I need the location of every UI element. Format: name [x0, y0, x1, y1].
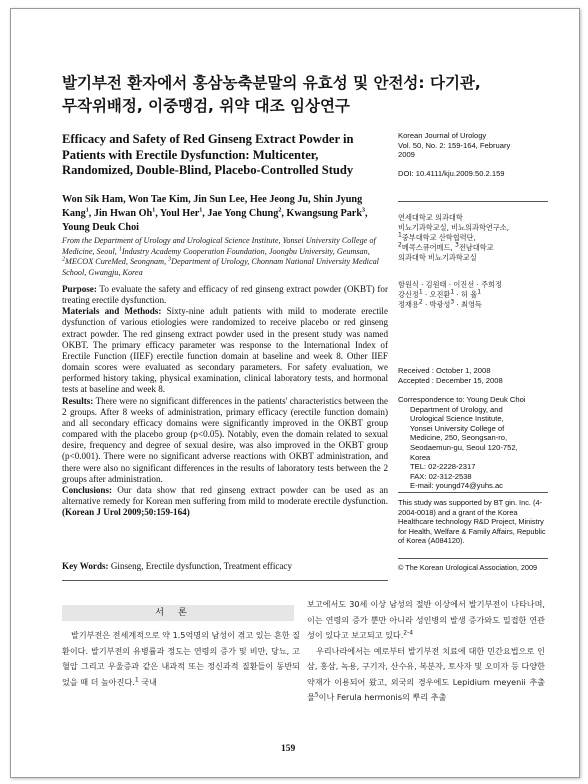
abstract — [62, 284, 388, 518]
author-name: Youl Her — [159, 208, 200, 219]
author-name: Won Sik Ham — [62, 194, 124, 205]
dates: Received : October 1, 2008 Accepted : December 15, 2008 — [398, 366, 503, 385]
author-name: Shin Jyung Kang — [62, 194, 363, 219]
citation: (Korean J Urol 2009;50:159-164) — [62, 507, 190, 518]
author-affil-mark: 1 — [152, 207, 156, 214]
page-number: 159 — [281, 744, 296, 754]
keywords: Key Words: Ginseng, Erectile dysfunction, Treatment efficacy — [62, 561, 293, 571]
author-name: Hee Jeong Ju — [249, 194, 309, 205]
author-list: Won Sik Ham, Won Tae Kim, Jin Sun Lee, Hee Jeong Ju, Shin Jyung Kang$^1$, Jin Hwan Oh$^1$, Youl Her$^1$, Jae Yong Chung$^2$, Kwangsung Park$^3$, Young Deuk Choi — [62, 194, 368, 233]
affil-intro: From the Department of Urology and Urological Science Institute, Yonsei University College of Medicine, Seoul, — [62, 236, 376, 256]
email-link[interactable]: E-mail: youngd74@yuhs.ac — [410, 481, 503, 491]
abstract-results: Results: There were no significant differences in the patients' characteristics between the 2 groups. After 8 weeks of administration, primary efficacy (erectile function domain) and all secondary efficacy domains were significantly improved in the OKBT group compared with the placebo group (p<0.05). Notably, even the domain related to sexual desire, frequency and degree of sexual desire, was also improved in the OKBT group (p<0.001). There were no significant adverse reactions with OKBT administration, and there were also no significant differences in the results of laboratory tests between the 2 groups after administration. — [62, 395, 388, 484]
intro-right-column: 보고에서도 30세 이상 남성의 절반 이상에서 발기부전이 나타나며, 이는 연령의 증가 뿐만 아니라 성인병의 발생 증가와도 밀접한 연관성이 있다고 보고되고 있다.$^{2-4}$ 우리나라에서는 예로부터 발기부전 치료에 대한 민간요법으로 인삼, 홍삼, 녹용, 구기자, 산수유, 복분자, 토사자 및 오미자 등 다양한 약재가 이용되어 왔고, 외국의 경우에도 Lepidium meyenii 추출물$^5$이나 Ferula hermonis의 뿌리 추출 — [307, 599, 545, 702]
author-affil-mark: 1 — [199, 207, 203, 214]
korean-authors: 함원식 · 김원태 · 이진선 · 주희정 강신정$^1$ · 오진환$^1$ · 허 율$^1$ 정재용$^2$ · 박광성$^3$ · 최영득 — [398, 280, 502, 309]
english-title: Efficacy and Safety of Red Ginseng Extract Powder in Patients with Erectile Dysfunction: Multicenter, Randomized, Double-Blind, Placebo-Controlled Study — [62, 132, 354, 178]
affil-3: Department of Urology, Chonnam National University Medical School, Gwangju, Korea — [62, 257, 379, 277]
author-affil-mark: 3 — [361, 207, 365, 214]
intro-left-column: 발기부전은 전세계적으로 약 1.5억명의 남성이 겪고 있는 흔한 질환이다. 발기부전의 유병률과 정도는 연령의 증가 및 비만, 당뇨, 고혈압 그리고 우울증과 같은 내과적 또는 정신과적 질환들이 동반되었을 때 더 높아진다.$^1$ 국내 — [62, 630, 300, 687]
korean-affiliation: 연세대학교 의과대학 비뇨기과학교실, 비뇨의과학연구소, $^1$중부대학교 산학협력단, $^2$메콕스큐어메드, $^3$전남대학교 의과대학 비뇨기과학교실 — [398, 213, 510, 262]
abstract-conclusions: Conclusions: Our data show that red ginseng extract powder can be used as an alternative remedy for Korean men suffering from mild to moderate erectile dysfunction. (Korean J Urol 2009;50:159-164) — [62, 484, 388, 518]
correspondence: Correspondence to: Young Deuk Choi Department of Urology, and Urological Science Institute, Yonsei University College of Medicine, 250, Seongsan-ro, Seodaemun-gu, Seoul 120-752, Korea TEL: 02-2228-2317 FAX: 02-312-2538 E-mail: youngd74@yuhs.ac — [398, 395, 548, 491]
affil-2: MECOX CureMed, Seongnam, — [65, 257, 169, 267]
divider — [62, 580, 388, 581]
korean-title-line1: 발기부전 환자에서 홍삼농축분말의 유효성 및 안전성: 다기관, — [62, 74, 481, 92]
affil-1: Industry Academy Cooperation Foundation, Joongbu University, Geumsan, — [121, 246, 370, 256]
author-name: Kwangsung Park — [286, 208, 362, 219]
author-name: Young Deuk Choi — [62, 222, 139, 233]
author-name: Jae Yong Chung — [207, 208, 279, 219]
abstract-purpose: Purpose: To evaluate the safety and efficacy of red ginseng extract powder (OKBT) for treating erectile dysfunction. — [62, 284, 388, 306]
author-affil-mark: 1 — [85, 207, 89, 214]
abstract-methods: Materials and Methods: Sixty-nine adult patients with mild to moderate erectile dysfunction of various etiologies were randomized to receive placebo or red ginseng extract powder. The red ginseng extract powder used in the present study was named OKBT. The primary efficacy parameter was response to the International Index of Erectile Function (IIEF) erectile function domain at baseline and week 8. Other IIEF domain scores were evaluated as secondary parameters. For safety evaluation, we performed history taking, physical examination, clinical laboratory tests, and hormonal tests at baseline and week 8. — [62, 306, 388, 395]
affiliations: From the Department of Urology and Urological Science Institute, Yonsei University College of Medicine, Seoul, $^1$Industry Academy Cooperation Foundation, Joongbu University, Geumsan, $^2$MECOX CureMed, Seongnam, $^3$Department of Urology, Chonnam National University Medical School, Gwangju, Korea — [62, 236, 379, 277]
journal-info: Korean Journal of Urology Vol. 50, No. 2: 159-164, February 2009 DOI: 10.4111/kju.2009.50.2.159 — [398, 131, 548, 178]
author-name: Won Tae Kim — [128, 194, 189, 205]
funding-note: This study was supported by BT gin. Inc. (4-2004-0018) and a grant of the Korea Healthcare technology R&D Project, Ministry for Health, Welfare & Family Affairs, Republic of Korea (A084120). — [398, 498, 546, 545]
korean-title-line2: 무작위배정, 이중맹검, 위약 대조 임상연구 — [62, 97, 350, 115]
section-heading-introduction: 서론 — [62, 605, 294, 621]
author-name: Jin Hwan Oh — [93, 208, 153, 219]
divider — [398, 492, 548, 493]
copyright: © The Korean Urological Association, 2009 — [398, 563, 538, 572]
divider — [398, 201, 548, 202]
author-name: Jin Sun Lee — [193, 194, 245, 205]
divider — [398, 558, 548, 559]
doi: DOI: 10.4111/kju.2009.50.2.159 — [398, 168, 505, 178]
author-affil-mark: 2 — [278, 207, 282, 214]
korean-title — [62, 72, 532, 118]
